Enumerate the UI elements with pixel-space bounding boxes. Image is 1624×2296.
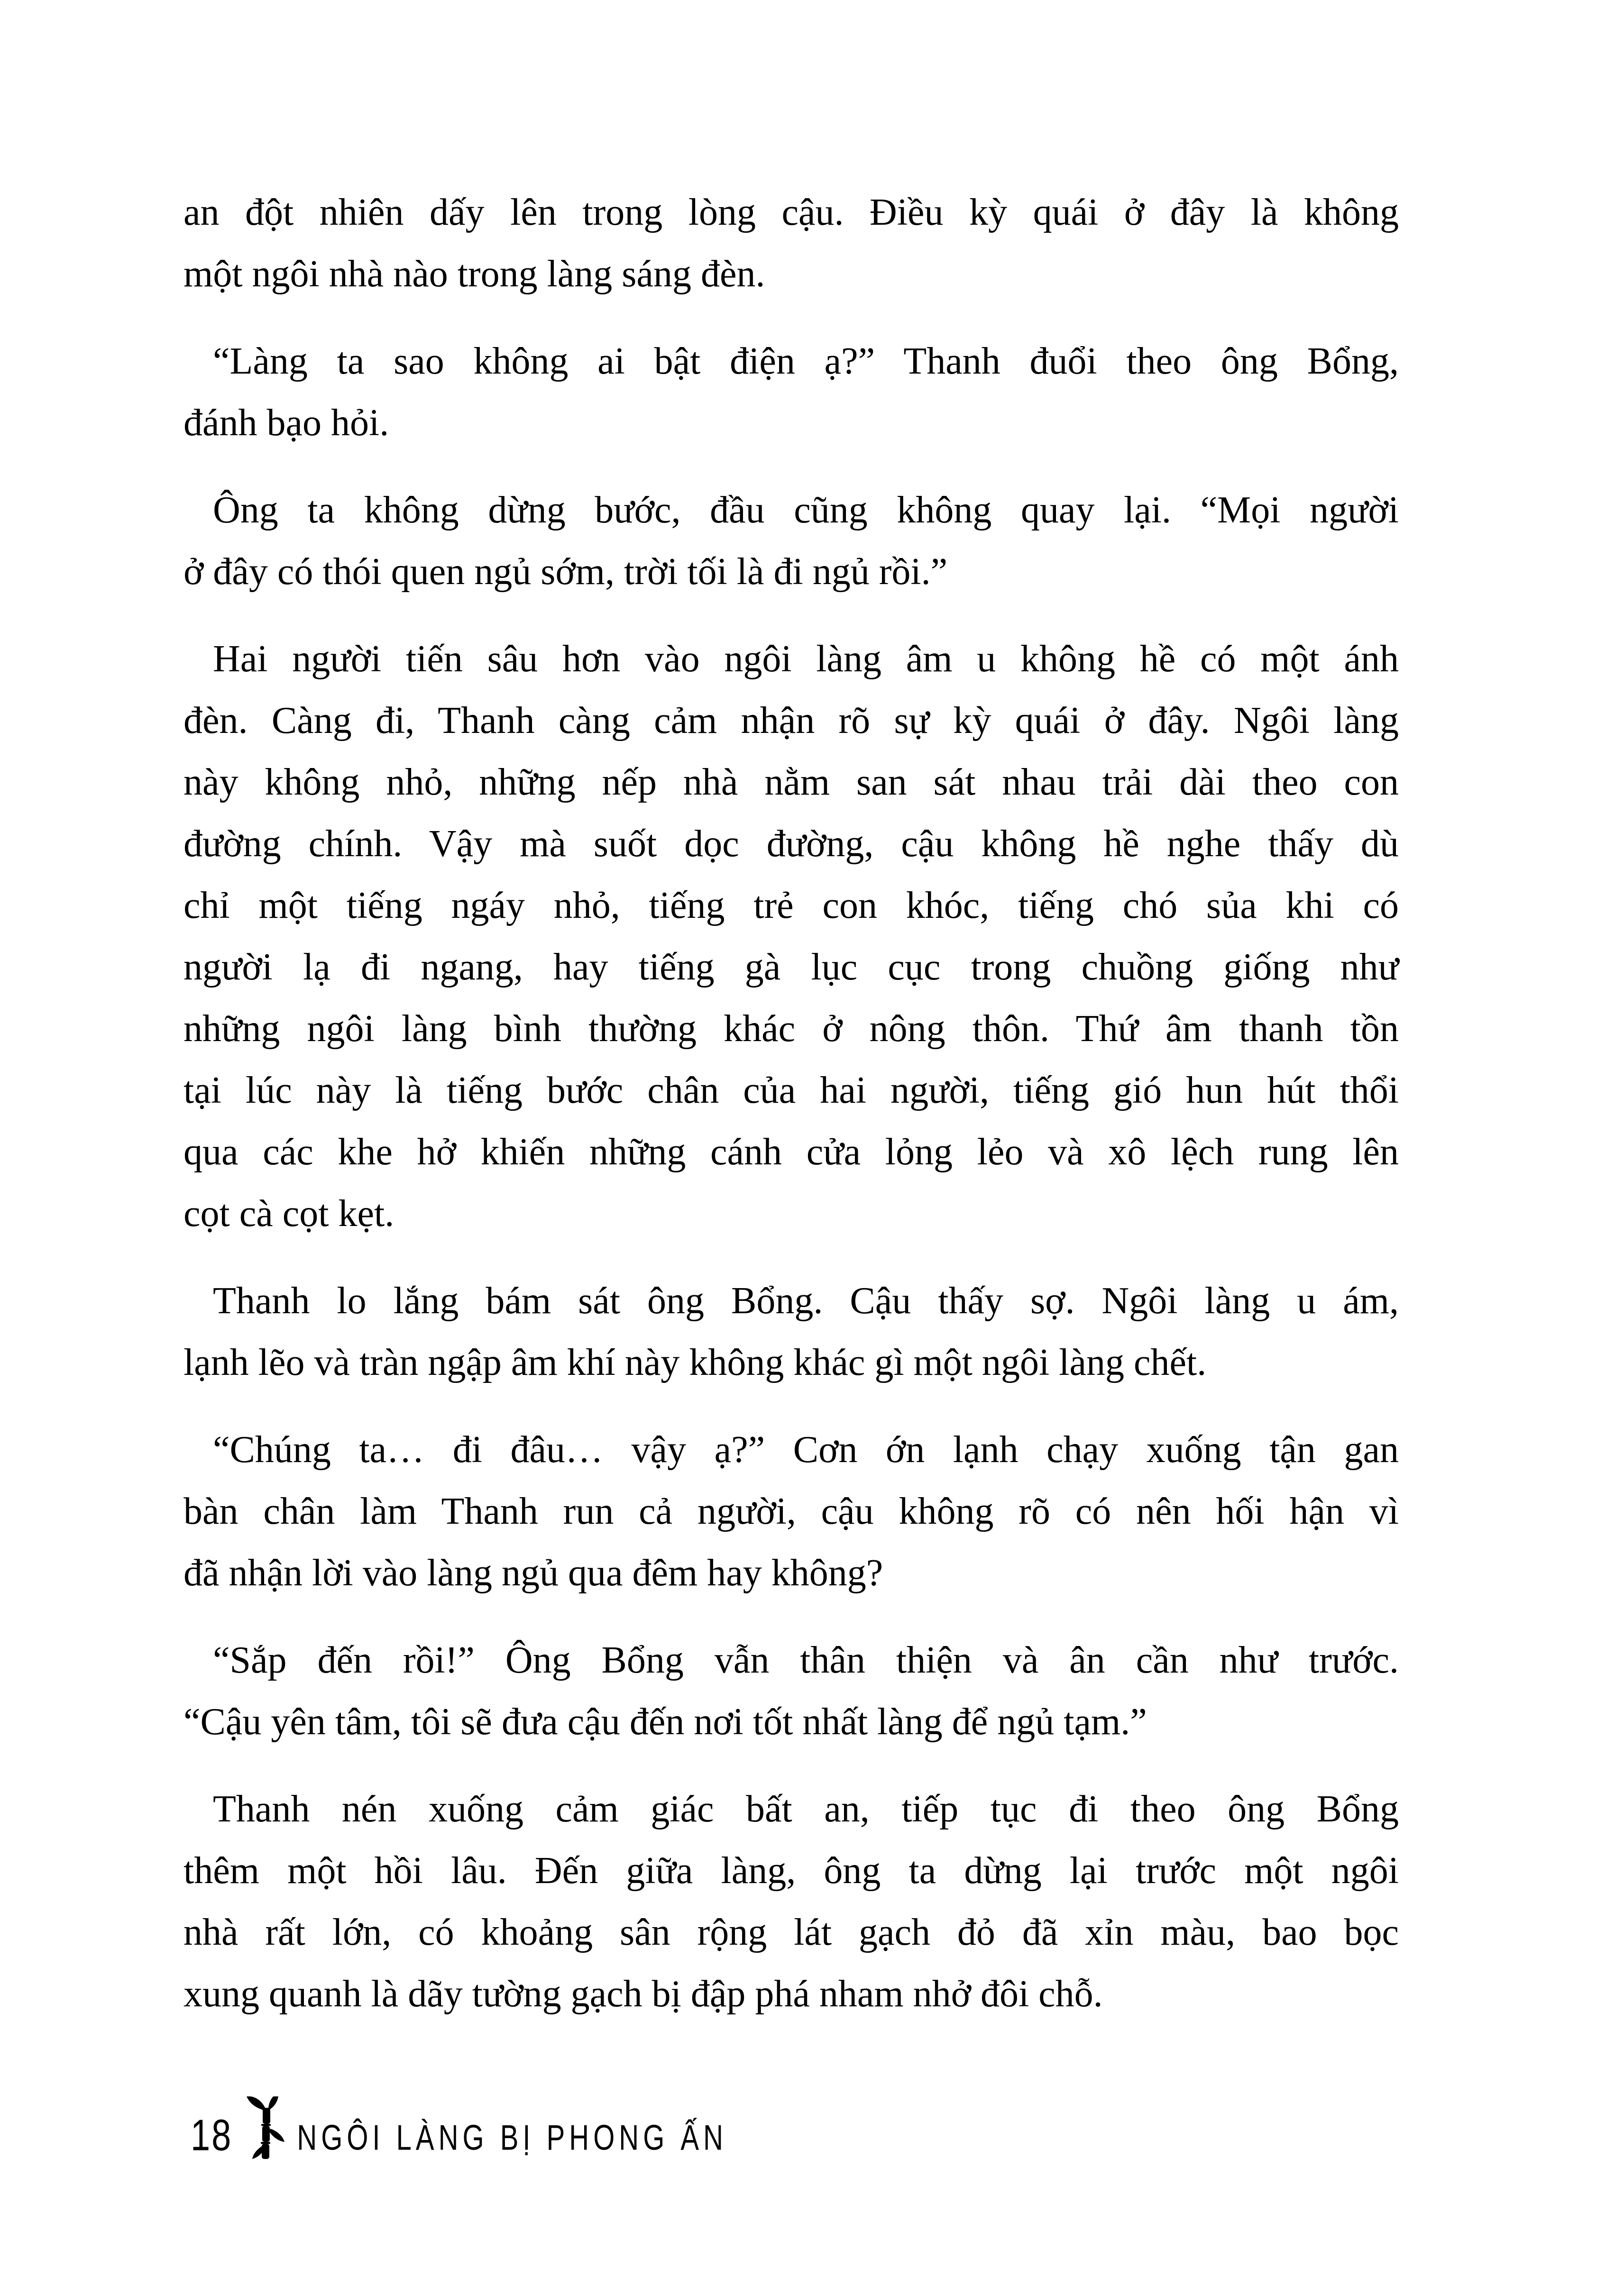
text-line: “Chúng ta… đi đâu… vậy ạ?” Cơn ớn lạnh chạy xuống tận gan <box>213 1429 1399 1471</box>
page-text <box>184 182 1399 2025</box>
text-line: chỉ một tiếng ngáy nhỏ, tiếng trẻ con khóc, tiếng chó sủa khi có <box>184 885 1399 926</box>
paragraph <box>184 1419 1399 1604</box>
text-line: đường chính. Vậy mà suốt dọc đường, cậu không hề nghe thấy dù <box>184 823 1399 865</box>
text-line: này không nhỏ, những nếp nhà nằm san sát nhau trải dài theo con <box>184 761 1399 803</box>
text-line: Hai người tiến sâu hơn vào ngôi làng âm u không hề có một ánh <box>213 638 1399 680</box>
text-line: lạnh lẽo và tràn ngập âm khí này không khác gì một ngôi làng chết. <box>184 1342 1207 1383</box>
text-line: đã nhận lời vào làng ngủ qua đêm hay không? <box>184 1552 883 1594</box>
text-line: Thanh lo lắng bám sát ông Bổng. Cậu thấy sợ. Ngôi làng u ám, <box>213 1280 1399 1322</box>
text-line: Thanh nén xuống cảm giác bất an, tiếp tục đi theo ông Bổng <box>213 1788 1399 1830</box>
text-line: những ngôi làng bình thường khác ở nông thôn. Thứ âm thanh tồn <box>184 1008 1399 1050</box>
text-line: “Sắp đến rồi!” Ông Bổng vẫn thân thiện và ân cần như trước. <box>213 1639 1399 1681</box>
text-line: “Làng ta sao không ai bật điện ạ?” Thanh đuổi theo ông Bổng, <box>213 340 1399 382</box>
text-line: Ông ta không dừng bước, đầu cũng không quay lại. “Mọi người <box>213 489 1399 531</box>
paragraph <box>184 479 1399 603</box>
text-line: bàn chân làm Thanh run cả người, cậu không rõ có nên hối hận vì <box>184 1491 1399 1532</box>
paragraph <box>184 628 1399 1244</box>
paragraph <box>184 1629 1399 1753</box>
running-title: NGÔI LÀNG BỊ PHONG ẤN <box>297 2118 727 2158</box>
text-line: cọt cà cọt kẹt. <box>184 1193 395 1235</box>
text-line: “Cậu yên tâm, tôi sẽ đưa cậu đến nơi tốt nhất làng để ngủ tạm.” <box>184 1701 1147 1743</box>
text-line: thêm một hồi lâu. Đến giữa làng, ông ta dừng lại trước một ngôi <box>184 1850 1399 1892</box>
text-line: an đột nhiên dấy lên trong lòng cậu. Điều kỳ quái ở đây là không <box>184 192 1399 233</box>
page-footer <box>191 2090 727 2161</box>
paragraph <box>184 1778 1399 2025</box>
text-line: một ngôi nhà nào trong làng sáng đèn. <box>184 253 765 295</box>
text-line: đánh bạo hỏi. <box>184 402 389 444</box>
text-line: qua các khe hở khiến những cánh cửa lỏng lẻo và xô lệch rung lên <box>184 1131 1399 1173</box>
paragraph <box>184 330 1399 454</box>
text-line: xung quanh là dãy tường gạch bị đập phá nham nhở đôi chỗ. <box>184 1973 1103 2015</box>
text-line: đèn. Càng đi, Thanh càng cảm nhận rõ sự kỳ quái ở đây. Ngôi làng <box>184 700 1399 741</box>
text-line: người lạ đi ngang, hay tiếng gà lục cục trong chuồng giống như <box>184 946 1399 988</box>
text-line: nhà rất lớn, có khoảng sân rộng lát gạch đỏ đã xỉn màu, bao bọc <box>184 1912 1399 1953</box>
bamboo-icon <box>245 2096 288 2161</box>
page-number: 18 <box>191 2110 233 2160</box>
text-line: tại lúc này là tiếng bước chân của hai người, tiếng gió hun hút thổi <box>184 1070 1399 1111</box>
text-line: ở đây có thói quen ngủ sớm, trời tối là đi ngủ rồi.” <box>184 551 948 593</box>
paragraph <box>184 182 1399 305</box>
paragraph <box>184 1270 1399 1393</box>
